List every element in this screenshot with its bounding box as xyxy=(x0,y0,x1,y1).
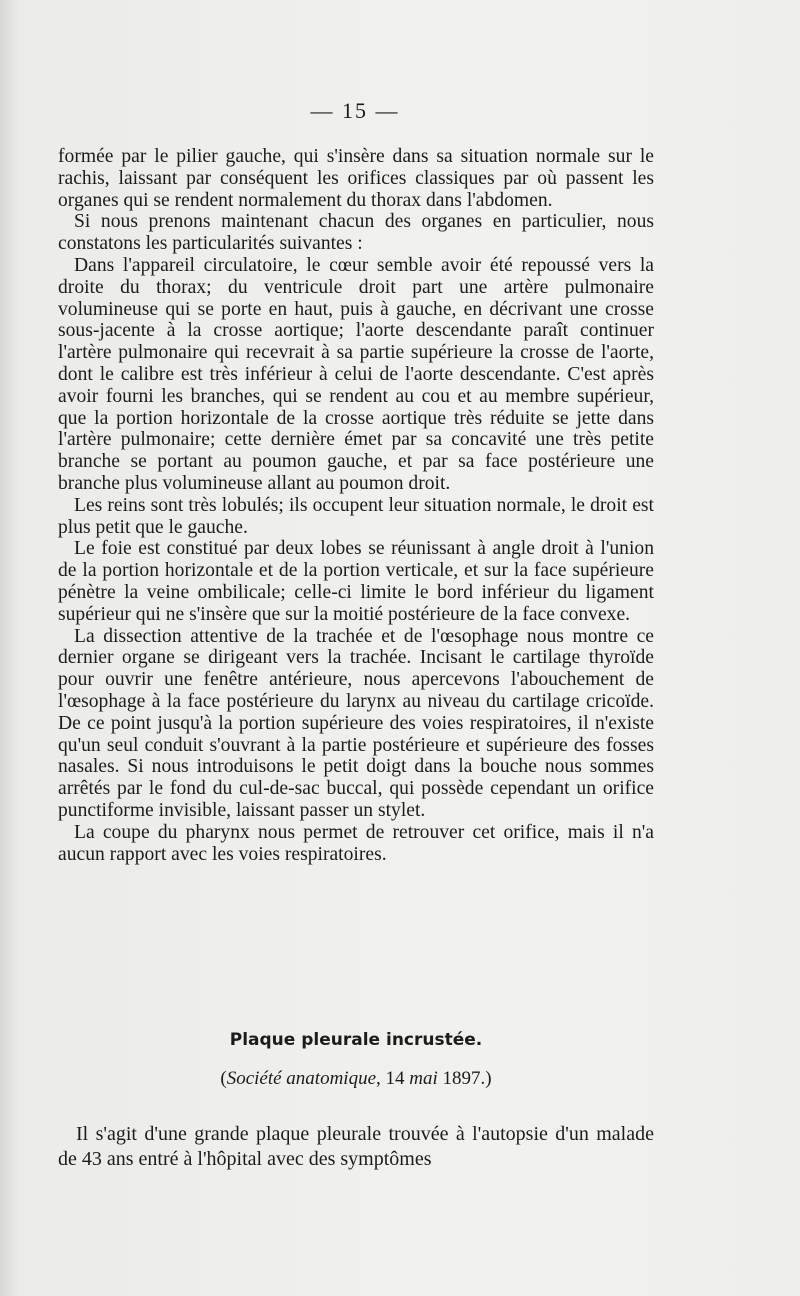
paragraph-7: La coupe du pharynx nous permet de retrouver cet orifice, mais il n'a aucun rapport avec les voies respiratoires. xyxy=(58,821,654,865)
source-society: Société anatomique xyxy=(226,1068,377,1089)
section-source xyxy=(58,1068,654,1090)
source-day: 14 xyxy=(385,1068,405,1089)
source-open-paren: ( xyxy=(220,1068,227,1089)
paragraph-1: formée par le pilier gauche, qui s'insère dans sa situation normale sur le rachis, laissant par conséquent les orifices classiques par où passent les organes qui se rendent normalement du thorax dans l'abdomen. xyxy=(58,146,654,211)
source-month: mai xyxy=(409,1068,438,1089)
source-comma: , xyxy=(376,1068,386,1089)
source-year: 1897.) xyxy=(442,1068,492,1089)
final-paragraph-text: Il s'agit d'une grande plaque pleurale trouvée à l'autopsie d'un malade de 43 ans entré à l'hôpital avec des symptômes xyxy=(58,1123,654,1170)
paragraph-6: La dissection attentive de la trachée et de l'œsophage nous montre ce dernier organe se dirigeant vers la trachée. Incisant le cartilage thyroïde pour ouvrir une fenêtre antérieure, nous apercevons l'abouchement de l'œsophage à la face postérieure du larynx au niveau du cartilage cricoïde. De ce point jusqu'à la portion supérieure des voies respiratoires, il n'existe qu'un seul conduit s'ouvrant à la partie postérieure et supérieure des fosses nasales. Si nous introduisons le petit doigt dans la bouche nous sommes arrêtés par le fond du cul-de-sac buccal, qui possède cependant un orifice punctiforme invisible, laissant passer un stylet. xyxy=(58,625,654,821)
body-text xyxy=(58,146,654,865)
paragraph-5: Le foie est constitué par deux lobes se réunissant à angle droit à l'union de la portion horizontale et de la portion verticale, et sur la face supérieure pénètre la veine ombilicale; celle-ci limite le bord inférieur du ligament supérieur qui ne s'insère que sur la moitié postérieure de la face convexe. xyxy=(58,538,654,625)
final-paragraph xyxy=(58,1122,654,1172)
page-number: — 15 — xyxy=(310,98,400,123)
section-title: Plaque pleurale incrustée. xyxy=(229,1030,483,1050)
paragraph-2: Si nous prenons maintenant chacun des organes en particulier, nous constatons les particularités suivantes : xyxy=(58,211,654,255)
paragraph-4: Les reins sont très lobulés; ils occupent leur situation normale, le droit est plus petit que le gauche. xyxy=(58,494,654,538)
paragraph-3: Dans l'appareil circulatoire, le cœur semble avoir été repoussé vers la droite du thorax; du ventricule droit part une artère pulmonaire volumineuse qui se porte en haut, puis à gauche, en décrivant une crosse sous-jacente à la crosse aortique; l'aorte descendante paraît continuer l'artère pulmonaire qui recevrait à sa partie supérieure la crosse de l'aorte, dont le calibre est très inférieur à celui de l'aorte descendante. C'est après avoir fourni les branches, qui se rendent au cou et au membre supérieur, que la portion horizontale de la crosse aortique très réduite se jette dans l'artère pulmonaire; cette dernière émet par sa concavité une très petite branche se portant au poumon gauche, et par sa face postérieure une branche plus volumineuse allant au poumon droit. xyxy=(58,254,654,494)
